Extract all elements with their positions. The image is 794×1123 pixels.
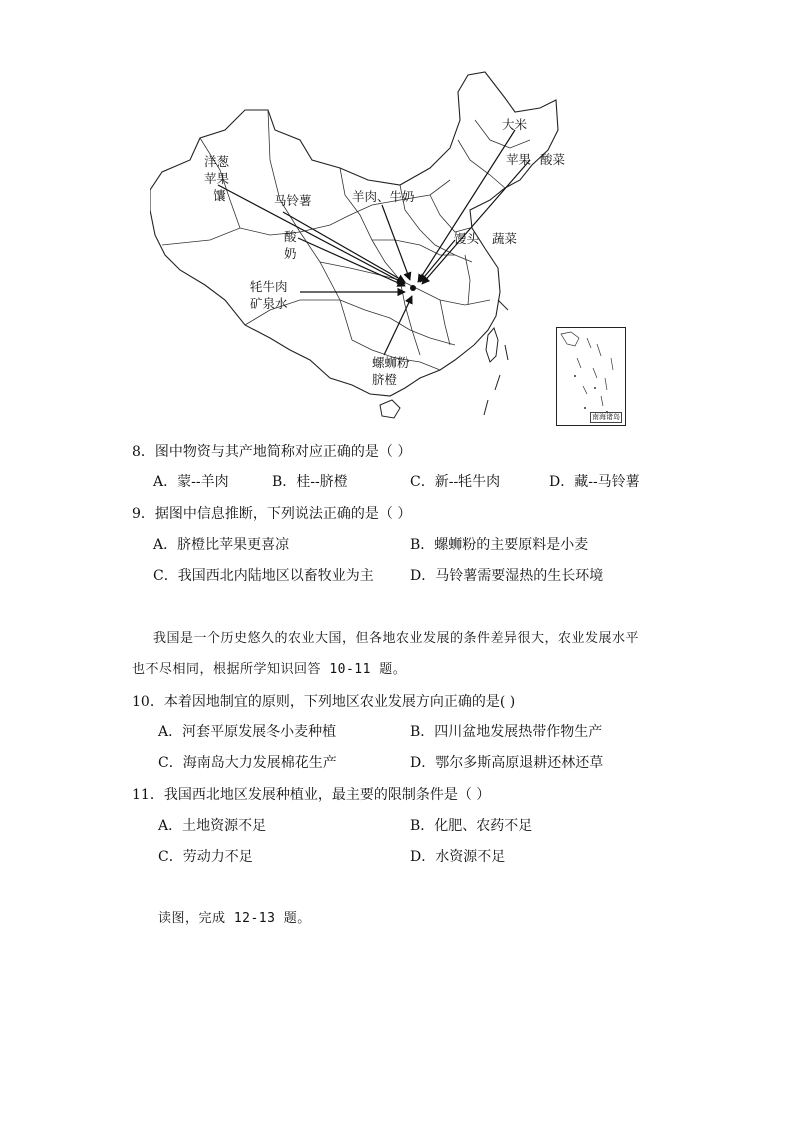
q8-option-b[interactable]: B．桂--脐橙 [272, 474, 348, 490]
arrow-qinghai [298, 238, 405, 286]
q8-option-d[interactable]: D．藏--马铃薯 [549, 474, 640, 490]
q11-option-c[interactable]: C．劳动力不足 [158, 849, 253, 865]
q11-option-b[interactable]: B．化肥、农药不足 [410, 818, 533, 834]
q9-option-d[interactable]: D．马铃薯需要湿热的生长环境 [410, 568, 604, 584]
label-yogurt: 酸 奶 [284, 229, 297, 261]
arrow-heilongjiang [418, 130, 518, 282]
arrow-jilin [422, 160, 530, 284]
q9-option-b[interactable]: B．螺蛳粉的主要原料是小麦 [410, 537, 589, 553]
arrow-guangxi [384, 296, 412, 355]
intro-paragraph-line2: 也不尽相同，根据所学知识回答 10-11 题。 [132, 662, 407, 677]
hainan [380, 400, 400, 418]
q10-option-a[interactable]: A．河套平原发展冬小麦种植 [158, 724, 337, 740]
label-vegetable: 蔬菜 [492, 231, 518, 246]
label-steamed-bun: 馒头 [454, 231, 480, 246]
q9-option-a[interactable]: A．脐橙比苹果更喜凉 [153, 537, 290, 553]
q8-option-c[interactable]: C．新--牦牛肉 [410, 474, 501, 490]
taiwan [486, 328, 498, 362]
q10-option-b[interactable]: B．四川盆地发展热带作物生产 [410, 724, 603, 740]
label-river-snail-noodle: 螺蛳粉 脐橙 [372, 355, 410, 387]
label-sauerkraut: 酸菜 [540, 152, 566, 167]
label-potato: 马铃薯 [274, 193, 312, 208]
label-apple-ne: 苹果 [506, 152, 532, 167]
q8-stem: 8．图中物资与其产地简称对应正确的是（ ） [132, 444, 412, 460]
q11-option-a[interactable]: A．土地资源不足 [158, 818, 267, 834]
south-china-sea-label: 南海诸岛 [592, 413, 620, 421]
label-rice: 大米 [502, 117, 528, 132]
arrow-gansu [283, 212, 405, 282]
q9-option-c[interactable]: C．我国西北内陆地区以畜牧业为主 [153, 568, 374, 584]
intro-paragraph-line1: 我国是一个历史悠久的农业大国，但各地农业发展的条件差异很大，农业发展水平 [153, 631, 640, 646]
q8-option-a[interactable]: A．蒙--羊肉 [153, 474, 229, 490]
q11-option-d[interactable]: D．水资源不足 [410, 849, 506, 865]
q10-option-d[interactable]: D．鄂尔多斯高原退耕还林还草 [410, 755, 604, 771]
q10-option-c[interactable]: C．海南岛大力发展棉花生产 [158, 755, 337, 771]
label-mutton-milk: 羊肉、牛奶 [352, 189, 415, 204]
q11-stem: 11．我国西北地区发展种植业，最主要的限制条件是（ ） [132, 787, 491, 803]
q9-stem: 9．据图中信息推断，下列说法正确的是（ ） [132, 506, 412, 522]
label-onion: 洋葱 苹果 馕 [204, 154, 230, 203]
intro-read-figure: 读图，完成 12-13 题。 [158, 911, 311, 926]
q10-stem: 10．本着因地制宜的原则，下列地区农业发展方向正确的是( ) [132, 694, 516, 710]
label-yak-meat: 牦牛肉 矿泉水 [250, 279, 288, 311]
